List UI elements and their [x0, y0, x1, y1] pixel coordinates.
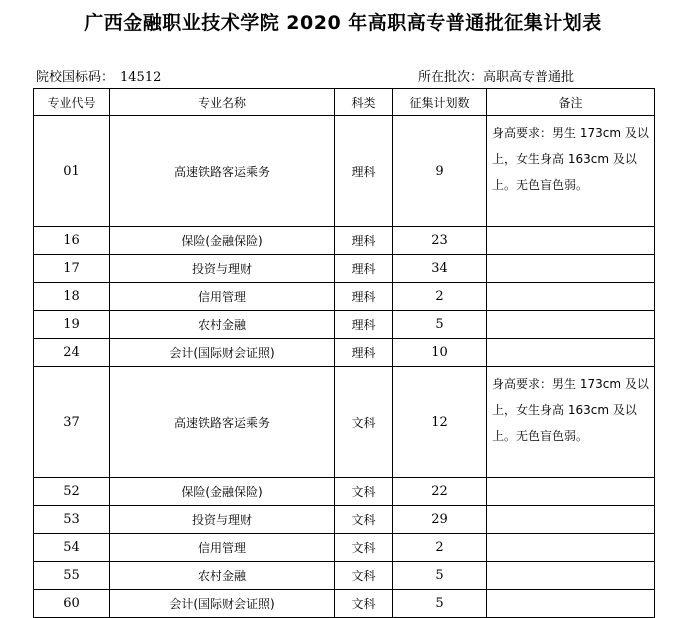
cell-name: 保险(金融保险): [110, 227, 335, 255]
cell-note: [487, 534, 655, 562]
cell-note: [487, 339, 655, 367]
cell-name: 投资与理财: [110, 506, 335, 534]
cell-name: 高速铁路客运乘务: [110, 116, 335, 227]
cell-name: 保险(金融保险): [110, 478, 335, 506]
cell-note: [487, 311, 655, 339]
cell-code: 52: [34, 478, 110, 506]
header-code: 专业代号: [34, 89, 110, 116]
cell-code: 01: [34, 116, 110, 227]
cell-note: [487, 255, 655, 283]
cell-note: [487, 478, 655, 506]
cell-count: 5: [393, 590, 487, 618]
cell-name: 高速铁路客运乘务: [110, 367, 335, 478]
cell-subject: 文科: [335, 562, 393, 590]
cell-note: [487, 283, 655, 311]
cell-code: 60: [34, 590, 110, 618]
cell-count: 5: [393, 311, 487, 339]
cell-count: 2: [393, 283, 487, 311]
cell-count: 22: [393, 478, 487, 506]
cell-note: [487, 562, 655, 590]
cell-note: [487, 506, 655, 534]
cell-name: 会计(国际财会证照): [110, 339, 335, 367]
cell-code: 18: [34, 283, 110, 311]
cell-name: 农村金融: [110, 562, 335, 590]
cell-name: 会计(国际财会证照): [110, 590, 335, 618]
cell-subject: 理科: [335, 339, 393, 367]
table-body: [34, 116, 655, 618]
cell-count: 9: [393, 116, 487, 227]
cell-note: [487, 590, 655, 618]
cell-count: 5: [393, 562, 487, 590]
cell-count: 2: [393, 534, 487, 562]
cell-code: 19: [34, 311, 110, 339]
header-count: 征集计划数: [393, 89, 487, 116]
cell-subject: 文科: [335, 590, 393, 618]
batch-label: 所在批次：: [418, 70, 484, 85]
cell-subject: 文科: [335, 506, 393, 534]
cell-subject: 理科: [335, 283, 393, 311]
table-row: [34, 283, 655, 311]
cell-code: 16: [34, 227, 110, 255]
table-row: [34, 367, 655, 478]
cell-subject: 理科: [335, 116, 393, 227]
cell-name: 投资与理财: [110, 255, 335, 283]
cell-note: 身高要求：男生 173cm 及以上，女生身高 163cm 及以上。无色盲色弱。: [487, 116, 655, 227]
batch-line: [418, 66, 574, 85]
table-row: [34, 534, 655, 562]
table-row: [34, 255, 655, 283]
cell-code: 55: [34, 562, 110, 590]
cell-code: 24: [34, 339, 110, 367]
cell-count: 34: [393, 255, 487, 283]
header-subject: 科类: [335, 89, 393, 116]
cell-name: 农村金融: [110, 311, 335, 339]
cell-subject: 文科: [335, 534, 393, 562]
cell-name: 信用管理: [110, 283, 335, 311]
cell-count: 10: [393, 339, 487, 367]
cell-subject: 文科: [335, 478, 393, 506]
cell-code: 37: [34, 367, 110, 478]
school-code-label: 院校国标码：: [36, 70, 115, 85]
cell-note: 身高要求：男生 173cm 及以上，女生身高 163cm 及以上。无色盲色弱。: [487, 367, 655, 478]
batch-value: 高职高专普通批: [483, 70, 575, 85]
school-code-line: [36, 66, 161, 85]
cell-code: 54: [34, 534, 110, 562]
page-title: 广西金融职业技术学院 2020 年高职高专普通批征集计划表: [84, 12, 602, 34]
cell-count: 29: [393, 506, 487, 534]
cell-subject: 理科: [335, 255, 393, 283]
cell-note: [487, 227, 655, 255]
table-row: [34, 590, 655, 618]
header-name: 专业名称: [110, 89, 335, 116]
cell-subject: 理科: [335, 311, 393, 339]
cell-code: 53: [34, 506, 110, 534]
table-row: [34, 506, 655, 534]
cell-subject: 理科: [335, 227, 393, 255]
cell-count: 23: [393, 227, 487, 255]
table-row: [34, 562, 655, 590]
table-row: [34, 311, 655, 339]
header-note: 备注: [487, 89, 655, 116]
cell-code: 17: [34, 255, 110, 283]
cell-subject: 文科: [335, 367, 393, 478]
table-row: [34, 339, 655, 367]
cell-name: 信用管理: [110, 534, 335, 562]
enrollment-plan-table: [33, 88, 655, 618]
cell-count: 12: [393, 367, 487, 478]
table-row: [34, 227, 655, 255]
table-header-row: [34, 89, 655, 116]
school-code-value: 14512: [120, 70, 162, 85]
table-row: [34, 116, 655, 227]
table-row: [34, 478, 655, 506]
